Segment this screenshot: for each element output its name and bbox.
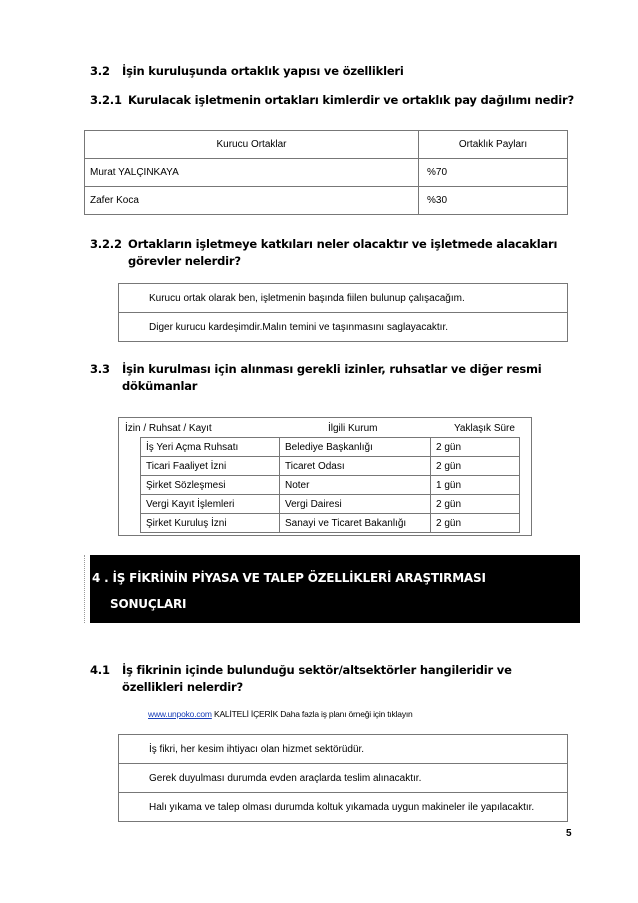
section-4-banner [90,555,580,623]
heading-title: İşin kuruluşunda ortaklık yapısı ve özellikleri [122,64,404,78]
permit-name: İş Yeri Açma Ruhsatı [141,438,280,457]
heading-3-2-2 [90,236,557,253]
heading-4-1 [90,662,512,679]
permit-duration: 2 gün [431,495,520,514]
permit-duration: 2 gün [431,514,520,533]
partner-share: %70 [419,159,568,187]
promo-text: KALİTELİ İÇERİK Daha fazla iş planı örneği için tıklayın [211,709,413,719]
heading-number: 4.1 [90,663,110,677]
list-item: Diger kurucu kardeşimdir.Malın temini ve taşınmasını saglayacaktır. [119,312,567,341]
permit-duration: 1 gün [431,476,520,495]
promo-link[interactable]: www.unpoko.com [148,709,212,719]
partners-table [84,130,568,215]
heading-3-3 [90,361,542,378]
permit-institution: Belediye Başkanlığı [280,438,431,457]
promo-line [148,709,413,719]
table-row [85,159,568,187]
list-item: İş fikri, her kesim ihtiyacı olan hizmet sektörüdür. [149,743,365,755]
heading-number: 3.2 [90,64,110,78]
heading-title: Ortakların işletmeye katkıları neler olacaktır ve işletmede alacakları [128,237,558,251]
list-item: Gerek duyulması durumda evden araçlarda teslim alınacaktır. [119,763,567,792]
page-number: 5 [566,828,572,839]
permit-name: Şirket Kuruluş İzni [141,514,280,533]
permits-grid [140,437,520,533]
permit-name: Ticari Faaliyet İzni [141,457,280,476]
heading-3-2 [90,63,404,80]
permit-institution: Ticaret Odası [280,457,431,476]
column-header: Ortaklık Payları [419,131,568,159]
table-row [141,514,520,533]
heading-number: 3.2.1 [90,93,122,107]
partner-name: Murat YALÇINKAYA [85,159,419,187]
banner-title-cont: SONUÇLARI [110,597,187,611]
column-header: Yaklaşık Süre [454,423,515,434]
column-header: İlgili Kurum [328,423,378,434]
heading-3-3-cont: dökümanlar [122,379,198,393]
column-header: İzin / Ruhsat / Kayıt [125,423,212,434]
heading-title: Kurulacak işletmenin ortakları kimlerdir ve ortaklık pay dağılımı nedir? [128,93,574,107]
partner-name: Zafer Koca [85,187,419,215]
partner-share: %30 [419,187,568,215]
heading-4-1-cont: özellikleri nelerdir? [122,680,243,694]
permit-name: Vergi Kayıt İşlemleri [141,495,280,514]
heading-title: İş fikrinin içinde bulunduğu sektör/altsektörler hangileridir ve [122,663,512,677]
permit-institution: Noter [280,476,431,495]
permit-institution: Vergi Dairesi [280,495,431,514]
table-row [141,476,520,495]
table-header-row [85,131,568,159]
permit-duration: 2 gün [431,438,520,457]
sector-box [118,734,568,822]
heading-number: 3.3 [90,362,110,376]
column-header: Kurucu Ortaklar [85,131,419,159]
table-row [85,187,568,215]
heading-3-2-1 [90,92,574,109]
list-item: Kurucu ortak olarak ben, işletmenin başında fiilen bulunup çalışacağım. [149,292,465,304]
table-row [141,495,520,514]
banner-title: 4 . İŞ FİKRİNİN PİYASA VE TALEP ÖZELLİKLERİ ARAŞTIRMASI [92,571,486,585]
table-row [141,438,520,457]
heading-3-2-2-cont: görevler nelerdir? [128,254,241,268]
permit-name: Şirket Sözleşmesi [141,476,280,495]
list-item: Halı yıkama ve talep olması durumda koltuk yıkamada uygun makineler ile yapılacaktır. [119,792,567,821]
heading-title: İşin kurulması için alınması gerekli izinler, ruhsatlar ve diğer resmi [122,362,542,376]
table-row [141,457,520,476]
heading-number: 3.2.2 [90,237,122,251]
roles-box [118,283,568,342]
permit-institution: Sanayi ve Ticaret Bakanlığı [280,514,431,533]
permit-duration: 2 gün [431,457,520,476]
